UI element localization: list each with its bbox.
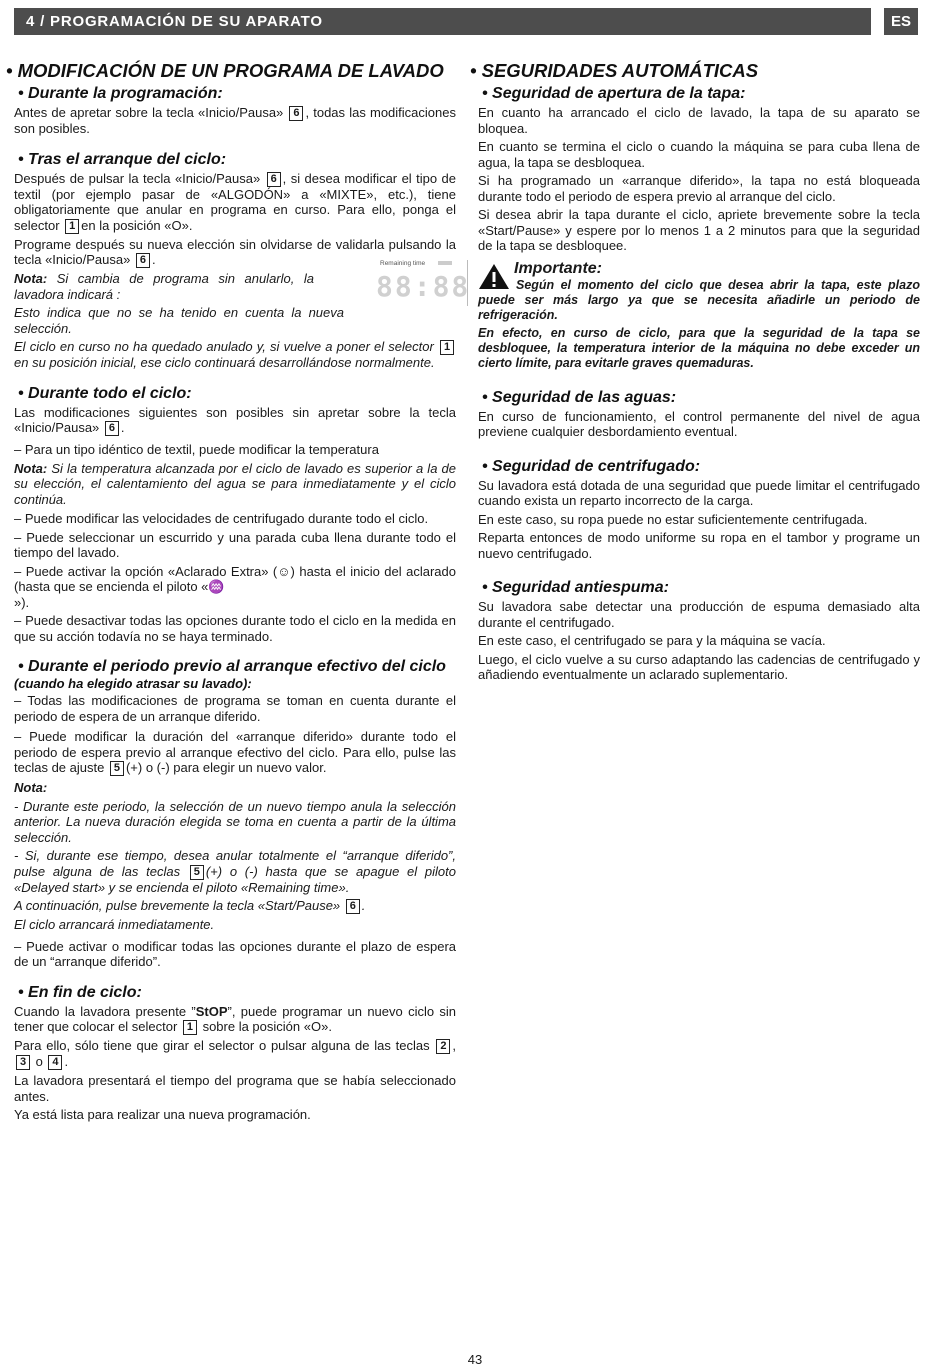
paragraph: Su lavadora sabe detectar una producción de espuma demasiado alta durante el centrifugado. xyxy=(478,599,920,630)
paragraph: A continuación, pulse brevemente la tecla «Start/Pause» 6 . xyxy=(14,898,366,913)
paragraph: El ciclo arrancará inmediatamente. xyxy=(14,917,215,932)
paragraph: – Puede seleccionar un escurrido y una parada cuba llena durante todo el tiempo del lavado. xyxy=(14,529,456,560)
paragraph: Luego, el ciclo vuelve a su curso adaptando las cadencias de centrifugado y añadiendo eventualmente un aclarado suplementario. xyxy=(478,651,920,682)
key-6: 6 xyxy=(105,421,119,436)
key-3: 3 xyxy=(16,1055,30,1070)
display-digits: 88:88 xyxy=(376,270,471,303)
paragraph: En este caso, su ropa puede no estar suficientemente centrifugada. xyxy=(478,511,868,527)
important-notice xyxy=(478,260,920,371)
nota-label: Nota: xyxy=(14,780,48,795)
key-1: 1 xyxy=(440,340,454,355)
key-1: 1 xyxy=(183,1020,197,1035)
display-label: Remaining time xyxy=(380,260,426,267)
paragraph: El ciclo en curso no ha quedado anulado y, si vuelve a poner el selector 1 en su posición inicial, ese ciclo continuará desarrollándose normalmente. xyxy=(14,339,456,371)
paragraph: - Si, durante ese tiempo, desea anular totalmente el “arranque diferido”, pulse alguna de las teclas 5 (+) o (-) hasta que se apague el piloto «Delayed start» y se encienda el piloto «Remaining time». xyxy=(14,848,456,895)
paragraph: Reparta entonces de modo uniforme su ropa en el tambor y programe un nuevo centrifugado. xyxy=(478,530,920,561)
off-position-icon: O xyxy=(171,217,182,233)
extra-rinse-icon: ☺ xyxy=(277,563,291,579)
paragraph-nota: Nota: Si la temperatura alcanzada por el ciclo de lavado es superior a la de su elección, el calentamiento del agua se para inmediatamente y el ciclo continúa. xyxy=(14,460,456,507)
paragraph: En efecto, en curso de ciclo, para que la seguridad de la tapa se desbloquee, la temperatura interior de la máquina no debe exceder un cierto límite, para evitarle graves quemaduras. xyxy=(478,325,920,370)
paragraph: – Puede activar o modificar todas las opciones durante el plazo de espera de un “arranque diferido”. xyxy=(14,938,456,969)
paragraph: Esto indica que no se ha tenido en cuenta la nueva selección. xyxy=(14,305,344,336)
paragraph: Si desea abrir la tapa durante el ciclo, apriete brevemente sobre la tecla «Start/Pause» y espere por lo menos 1 a 2 minutos para que la seguridad de la tapa se desbloquee. xyxy=(478,207,920,253)
paragraph: Las modificaciones siguientes son posibles sin apretar sobre la tecla «Inicio/Pausa» 6 . xyxy=(14,404,456,435)
key-2: 2 xyxy=(436,1039,450,1054)
paragraph: Ya está lista para realizar una nueva programación. xyxy=(14,1107,311,1122)
left-column xyxy=(6,60,471,1126)
page-number: 43 xyxy=(467,1352,483,1367)
heading-seguridad-tapa: • Seguridad de apertura de la tapa: xyxy=(482,85,746,102)
paragraph: La lavadora presentará el tiempo del programa que se había seleccionado antes. xyxy=(14,1073,456,1104)
heading-seguridad-antiespuma: • Seguridad antiespuma: xyxy=(482,579,669,596)
key-6: 6 xyxy=(267,172,281,187)
paragraph: – Puede modificar la duración del «arranque diferido» durante todo el periodo de espera previo al arranque efectivo del ciclo. Para ello, pulse las teclas de ajuste 5 (+) o (-) para elegir un nuevo valor. xyxy=(14,729,456,775)
paragraph: Para ello, sólo tiene que girar el selector o pulsar alguna de las teclas 2 , 3 o 4 . xyxy=(14,1038,456,1069)
key-5: 5 xyxy=(110,761,124,776)
warning-icon xyxy=(478,262,510,290)
paragraph: En este caso, el centrifugado se para y la máquina se vacía. xyxy=(478,633,826,648)
paragraph: Antes de apretar sobre la tecla «Inicio/Pausa» 6 , todas las modificaciones son posibles. xyxy=(14,105,456,136)
display-indicator xyxy=(438,261,452,265)
paragraph: En cuanto ha arrancado el ciclo de lavado, la tapa de su aparato se bloquea. xyxy=(478,105,920,136)
heading-seguridad-centrifugado: • Seguridad de centrifugado: xyxy=(482,457,701,475)
paragraph: - Durante este periodo, la selección de un nuevo tiempo anula la selección anterior. La nueva duración elegida se toma en cuenta a partir de la última selección. xyxy=(14,798,456,845)
key-4: 4 xyxy=(48,1055,62,1070)
rinse-indicator-icon: ♒ xyxy=(208,579,225,594)
heading-tras-arranque: • Tras el arranque del ciclo: xyxy=(18,150,227,168)
key-6: 6 xyxy=(346,899,360,914)
heading-fin-de-ciclo: • En fin de ciclo: xyxy=(18,983,142,1001)
paragraph: – Todas las modificaciones de programa se toman en cuenta durante el periodo de espera de un arranque diferido. xyxy=(14,693,456,724)
off-position-icon: O xyxy=(310,1019,322,1034)
heading-seguridad-aguas: • Seguridad de las aguas: xyxy=(482,388,677,406)
section-title: 4 / PROGRAMACIÓN DE SU APARATO xyxy=(26,13,323,30)
key-6: 6 xyxy=(136,253,150,268)
section-header-bar xyxy=(14,8,871,35)
paragraph: – Puede desactivar todas las opciones durante todo el ciclo en la medida en que su acción todavía no se haya terminado. xyxy=(14,613,456,644)
right-column xyxy=(470,60,920,686)
paragraph: Su lavadora está dotada de una seguridad que puede limitar el centrifugado cuando exista un reparto incorrecto de la carga. xyxy=(478,477,920,508)
key-6: 6 xyxy=(289,106,303,121)
paragraph: – Puede activar la opción «Aclarado Extra» (☺) hasta el inicio del aclarado (hasta que se encienda el piloto «♒ »). xyxy=(14,563,456,610)
important-title: Importante: xyxy=(514,259,602,277)
paragraph: Programe después su nueva elección sin olvidarse de validarla pulsando la tecla «Inicio/Pausa» 6 . xyxy=(14,236,456,267)
paragraph: – Puede modificar las velocidades de centrifugado durante todo el ciclo. xyxy=(14,511,429,526)
paragraph: En curso de funcionamiento, el control permanente del nivel de agua previene cualquier desbordamiento eventual. xyxy=(478,408,920,439)
key-1: 1 xyxy=(65,219,79,234)
paragraph: En cuanto se termina el ciclo o cuando la máquina se para cuba llena de agua, la tapa se desbloquea. xyxy=(478,139,920,170)
paragraph: Si ha programado un «arranque diferido», la tapa no está bloqueada durante todo el periodo de espera previo al arranque del ciclo. xyxy=(478,173,920,204)
left-section-title: • MODIFICACIÓN DE UN PROGRAMA DE LAVADO xyxy=(6,60,444,81)
heading-durante-todo-ciclo: • Durante todo el ciclo: xyxy=(18,384,192,402)
heading-periodo-previo: • Durante el periodo previo al arranque efectivo del ciclo (cuando ha elegido atrasar su lavado): xyxy=(14,658,446,691)
right-section-title: • SEGURIDADES AUTOMÁTICAS xyxy=(470,60,759,81)
paragraph-nota: Nota: Si cambia de programa sin anularlo, la lavadora indicará : xyxy=(14,271,314,302)
paragraph: – Para un tipo idéntico de textil, puede modificar la temperatura xyxy=(14,442,379,457)
paragraph: Después de pulsar la tecla «Inicio/Pausa» 6 , si desea modificar el tipo de textil (por ejemplo pasar de «ALGODÓN» a «MIXTE», etc.), tiene obligatoriamente que anular en programa en curso. Para ello, ponga el selector 1 en la posición «O». xyxy=(14,170,456,233)
paragraph: Según el momento del ciclo que desea abrir la tapa, este plazo puede ser más largo ya que se necesita añadirle un periodo de refrigeración. xyxy=(478,277,920,322)
paragraph: Cuando la lavadora presente ”StOP”, puede programar un nuevo ciclo sin tener que colocar el selector 1 sobre la posición «O». xyxy=(14,1003,457,1034)
heading-durante-programacion: • Durante la programación: xyxy=(18,85,223,102)
language-badge: ES xyxy=(884,8,918,35)
remaining-time-display xyxy=(362,260,471,306)
key-5: 5 xyxy=(190,865,204,880)
